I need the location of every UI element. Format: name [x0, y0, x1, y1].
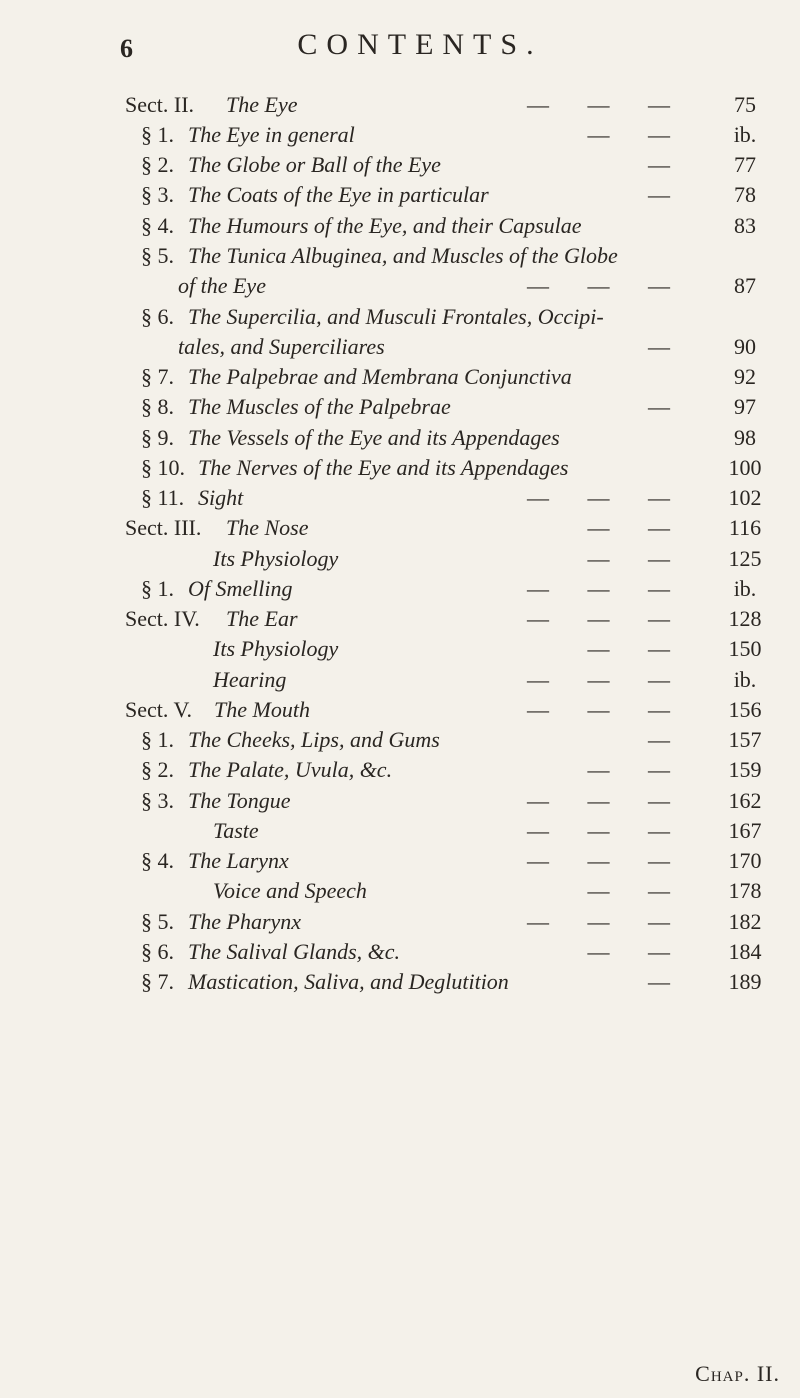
toc-entry [0, 786, 800, 816]
toc-entry [0, 544, 800, 574]
leader-dashes: — [648, 334, 670, 359]
toc-entry [0, 302, 800, 332]
section-label: Sect. V. [125, 697, 193, 722]
toc-entry [0, 755, 800, 785]
page-reference: 128 [728, 606, 762, 631]
toc-entry [0, 846, 800, 876]
paragraph-number: § 7. [141, 364, 174, 389]
page-reference: 157 [728, 727, 762, 752]
page-reference: 90 [734, 334, 756, 359]
leader-dashes: — — — [527, 697, 670, 722]
page-reference: 78 [734, 182, 756, 207]
paragraph-number: § 10. [141, 455, 185, 480]
leader-dashes: — [648, 969, 670, 994]
entry-title: The Cheeks, Lips, and Gums [188, 727, 440, 752]
toc-entry [0, 725, 800, 755]
paragraph-number: § 1. [141, 727, 174, 752]
paragraph-number: § 2. [141, 152, 174, 177]
page-reference: 83 [734, 213, 756, 238]
leader-dashes: — [648, 394, 670, 419]
entry-title: The Mouth [214, 697, 310, 722]
leader-dashes: — — — [527, 788, 670, 813]
entry-title: Mastication, Saliva, and Deglutition [188, 969, 509, 994]
page-reference: 170 [728, 848, 762, 873]
entry-title: The Muscles of the Palpebrae [188, 394, 451, 419]
entry-title: The Eye [226, 92, 298, 117]
entry-title: The Nose [226, 515, 309, 540]
toc-entry [0, 392, 800, 422]
paragraph-number: § 3. [141, 182, 174, 207]
paragraph-number: § 6. [141, 939, 174, 964]
leader-dashes: — — [587, 757, 670, 782]
leader-dashes: — — — [527, 485, 670, 510]
running-head: CONTENTS. [297, 28, 543, 61]
entry-title: tales, and Superciliares [178, 334, 385, 359]
page-reference: 97 [734, 394, 756, 419]
paragraph-number: § 9. [141, 425, 174, 450]
paragraph-number: § 1. [141, 122, 174, 147]
paragraph-number: § 2. [141, 757, 174, 782]
entry-title: The Ear [226, 606, 298, 631]
page-reference: 125 [728, 546, 762, 571]
paragraph-number: § 5. [141, 909, 174, 934]
page-reference: 184 [728, 939, 762, 964]
entry-title: The Larynx [188, 848, 289, 873]
leader-dashes: — — [587, 636, 670, 661]
entry-title: The Supercilia, and Musculi Frontales, Occipi- [188, 304, 604, 329]
leader-dashes: — — — [527, 818, 670, 843]
leader-dashes: — — — [527, 606, 670, 631]
leader-dashes: — — [587, 546, 670, 571]
page-reference: 87 [734, 273, 756, 298]
page-reference: ib. [733, 667, 757, 692]
page-reference: 159 [728, 757, 762, 782]
paragraph-number: § 8. [141, 394, 174, 419]
toc-entry [0, 453, 800, 483]
entry-title: The Coats of the Eye in particular [188, 182, 489, 207]
leader-dashes: — [648, 182, 670, 207]
entry-title: Of Smelling [188, 576, 293, 601]
toc-entry [0, 695, 800, 725]
entry-title: The Palpebrae and Membrana Conjunctiva [188, 364, 572, 389]
entry-title: Voice and Speech [213, 878, 367, 903]
section-label: Sect. II. [125, 92, 195, 117]
page-reference: 102 [728, 485, 762, 510]
entry-title: Hearing [213, 667, 287, 692]
page-reference: 77 [734, 152, 756, 177]
paragraph-number: § 6. [141, 304, 174, 329]
page-reference: 92 [734, 364, 756, 389]
paragraph-number: § 11. [141, 485, 185, 510]
leader-dashes: — [648, 727, 670, 752]
toc-entry [0, 271, 800, 301]
catchword: Chap. II. [695, 1361, 780, 1386]
leader-dashes: — — — [527, 848, 670, 873]
entry-title: Its Physiology [213, 546, 339, 571]
paragraph-number: § 4. [141, 213, 174, 238]
paragraph-number: § 1. [141, 576, 174, 601]
entry-title: Its Physiology [213, 636, 339, 661]
leader-dashes: — — — [527, 667, 670, 692]
toc-entry [0, 120, 800, 150]
paragraph-number: § 4. [141, 848, 174, 873]
toc-entry [0, 513, 800, 543]
toc-entry [0, 634, 800, 664]
page-reference: 98 [734, 425, 756, 450]
leader-dashes: — — [587, 939, 670, 964]
page-reference: ib. [733, 122, 757, 147]
leader-dashes: — — — [527, 909, 670, 934]
entry-title: The Tongue [188, 788, 291, 813]
toc-entry [0, 423, 800, 453]
entry-title: The Palate, Uvula, &c. [188, 757, 393, 782]
leader-dashes: — — [587, 515, 670, 540]
page-reference: 150 [728, 636, 762, 661]
entry-title: The Pharynx [188, 909, 302, 934]
entry-title: Sight [198, 485, 244, 510]
page-reference: 116 [728, 515, 762, 540]
toc-entry [0, 967, 800, 997]
entry-title: The Tunica Albuginea, and Muscles of the Globe [188, 243, 618, 268]
toc-entry [0, 876, 800, 906]
toc-entry [0, 150, 800, 180]
entry-title: The Vessels of the Eye and its Appendages [188, 425, 560, 450]
paragraph-number: § 7. [141, 969, 174, 994]
page-header [0, 28, 800, 68]
toc-entry [0, 816, 800, 846]
entry-title: The Salival Glands, &c. [188, 939, 401, 964]
page-reference: 75 [734, 92, 756, 117]
section-label: Sect. IV. [125, 606, 200, 631]
page-number: 6 [120, 34, 133, 63]
toc-entry [0, 241, 800, 271]
page-reference: 100 [728, 455, 762, 480]
page-reference: 182 [728, 909, 762, 934]
toc-entry [0, 907, 800, 937]
leader-dashes: — — [587, 878, 670, 903]
toc-entry [0, 483, 800, 513]
page-reference: 156 [728, 697, 762, 722]
paragraph-number: § 5. [141, 243, 174, 268]
entry-title: The Nerves of the Eye and its Appendages [198, 455, 569, 480]
leader-dashes: — — — [527, 92, 670, 117]
toc-entry [0, 937, 800, 967]
entry-title: The Humours of the Eye, and their Capsulae [188, 213, 582, 238]
toc-entry [0, 211, 800, 241]
entry-title: of the Eye [178, 273, 266, 298]
toc-entry [0, 90, 800, 120]
leader-dashes: — [648, 152, 670, 177]
section-label: Sect. III. [125, 515, 202, 540]
toc-entry [0, 665, 800, 695]
toc-entry [0, 180, 800, 210]
page-reference: 167 [728, 818, 762, 843]
page-reference: 162 [728, 788, 762, 813]
leader-dashes: — — — [527, 576, 670, 601]
page-reference: ib. [733, 576, 757, 601]
toc-entry [0, 362, 800, 392]
toc-entry [0, 574, 800, 604]
page-reference: 189 [728, 969, 762, 994]
entry-title: Taste [213, 818, 259, 843]
paragraph-number: § 3. [141, 788, 174, 813]
leader-dashes: — — — [527, 273, 670, 298]
entry-title: The Eye in general [188, 122, 355, 147]
leader-dashes: — — [587, 122, 670, 147]
toc-entry [0, 604, 800, 634]
entry-title: The Globe or Ball of the Eye [188, 152, 441, 177]
toc-entry [0, 332, 800, 362]
page-reference: 178 [728, 878, 762, 903]
